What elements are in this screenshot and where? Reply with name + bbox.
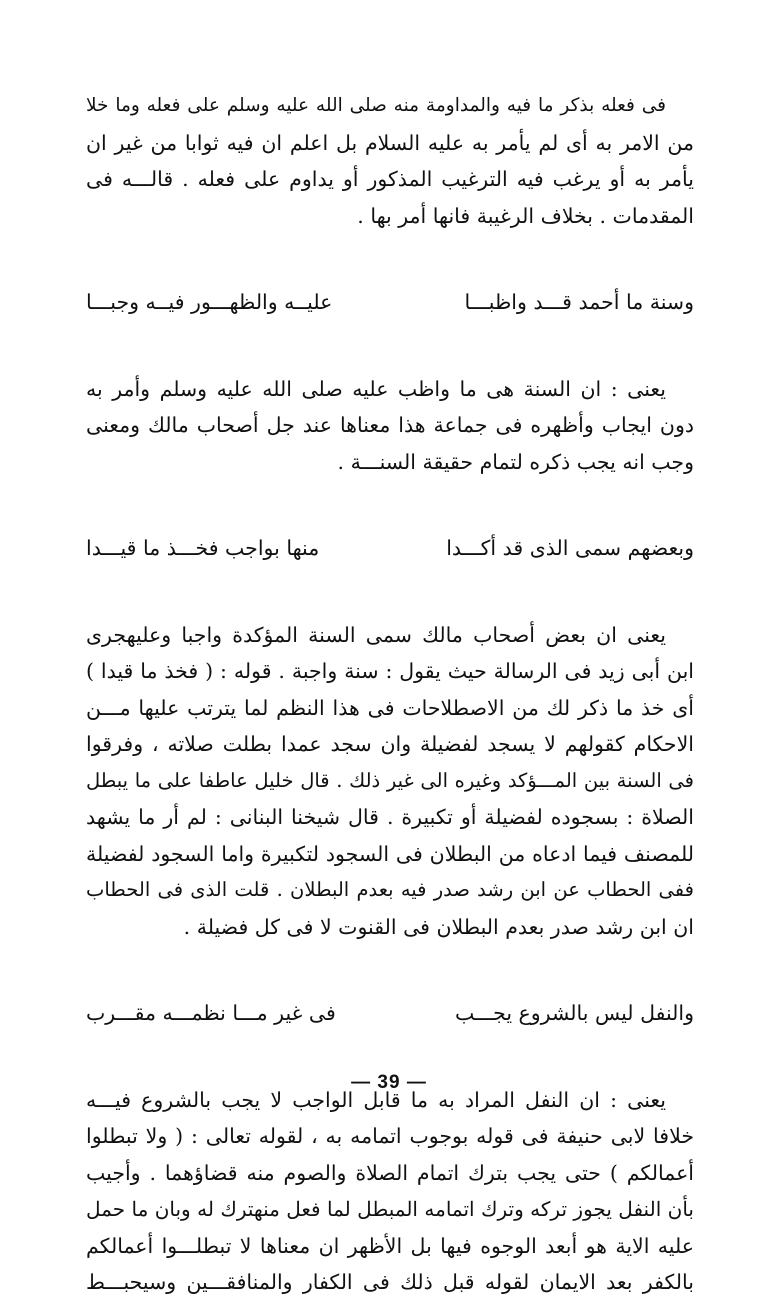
text-line: يعنى : ان السنة هى ما واظب عليه صلى الله عليه وسلم وأمر به <box>86 376 666 401</box>
verse-second-hemistich: عليــه والظهـــور فيــه وجبـــا <box>86 290 333 314</box>
text-line: يأمر به أو يرغب فيه الترغيب المذكور أو يداوم على فعله . قالـــه فى <box>86 167 694 191</box>
text-line: وجب انه يجب ذكره لتمام حقيقة السنـــة . <box>337 449 694 474</box>
block-spacer <box>86 321 694 371</box>
page-number: — 39 — <box>351 1072 427 1093</box>
text-line: يعنى : ان النفل المراد به ما قابل الواجب لا يجب بالشروع فيـــه <box>86 1087 666 1112</box>
block-spacer <box>86 480 694 530</box>
verse-line <box>86 530 694 567</box>
commentary-paragraph <box>86 88 694 234</box>
text-line: أعمالكم ) حتى يجب بترك اتمام الصلاة والصوم منه قضاؤهما . وأجيب <box>86 1160 694 1185</box>
text-line: الصلاة : بسجوده لفضيلة أو تكبيرة . قال شيخنا البنانى : لم أر ما يشهد <box>86 805 694 829</box>
commentary-paragraph <box>86 617 694 946</box>
commentary-paragraph <box>86 371 694 481</box>
text-line: بأن النفل يجوز تركه وترك اتمامه المبطل لما فعل منهترك له وبان ما حمل <box>86 1197 694 1221</box>
verse-second-hemistich: فى غير مـــا نظمـــه مقـــرب <box>86 1001 336 1025</box>
page-body <box>86 88 694 1301</box>
text-line: من الامر به أى لم يأمر به عليه السلام بل اعلم ان فيه ثوابا من غير ان <box>86 130 694 155</box>
verse-first-hemistich: وبعضهم سمى الذى قد أكـــدا <box>446 536 694 560</box>
block-spacer <box>86 234 694 284</box>
text-line: ابن أبى زيد فى الرسالة حيث يقول : سنة واجبة . قوله : ( فخذ ما قيدا ) <box>86 659 694 683</box>
verse-first-hemistich: وسنة ما أحمد قـــد واظبـــا <box>464 290 694 314</box>
commentary-paragraph <box>86 1082 694 1301</box>
text-line: للمصنف فيما ادعاه من البطلان فى السجود لتكبيرة واما السجود لفضيلة <box>86 841 694 866</box>
text-line: الاحكام كقولهم لا يسجد لفضيلة وان سجد عمدا بطلت صلاته ، وفرقوا <box>86 732 694 756</box>
text-line: خلافا لابى حنيفة فى قوله بوجوب اتمامه به ، لقوله تعالى : ( ولا تبطلوا <box>86 1124 694 1148</box>
text-line: فى فعله بذكر ما فيه والمداومة منه صلى الله عليه وسلم على فعله وما خلا <box>86 95 666 116</box>
block-spacer <box>86 945 694 995</box>
text-line: عليه الاية هو أبعد الوجوه فيها بل الأظهر ان معناها لا تبطلـــوا أعمالكم <box>86 1233 694 1258</box>
text-line: المقدمات . بخلاف الرغيبة فانها أمر بها . <box>357 203 694 228</box>
text-line: ان ابن رشد صدر بعدم البطلان فى القنوت لا فى كل فضيلة . <box>183 914 694 939</box>
block-spacer <box>86 567 694 617</box>
verse-line <box>86 995 694 1032</box>
text-line: يعنى ان بعض أصحاب مالك سمى السنة المؤكدة واجبا وعليهجرى <box>86 622 666 647</box>
text-line: فى السنة بين المـــؤكد وغيره الى غير ذلك . قال خليل عاطفا على ما يبطل <box>86 768 694 792</box>
text-line: ففى الحطاب عن ابن رشد صدر فيه بعدم البطلان . قلت الذى فى الحطاب <box>86 878 694 901</box>
verse-first-hemistich: والنفل ليس بالشروع يجـــب <box>454 1001 694 1025</box>
verse-line <box>86 284 694 321</box>
text-line: بالكفر بعد الايمان لقوله قبل ذلك فى الكفار والمنافقـــين وسيحبـــط <box>86 1270 694 1294</box>
verse-second-hemistich: منها بواجب فخـــذ ما قيـــدا <box>86 536 320 560</box>
text-line: دون ايجاب وأظهره فى جماعة هذا معناها عند جل أصحاب مالك ومعنى <box>86 413 694 437</box>
text-line: أى خذ ما ذكر لك من الاصطلاحات فى هذا النظم لما يترتب عليها مـــن <box>86 695 694 720</box>
